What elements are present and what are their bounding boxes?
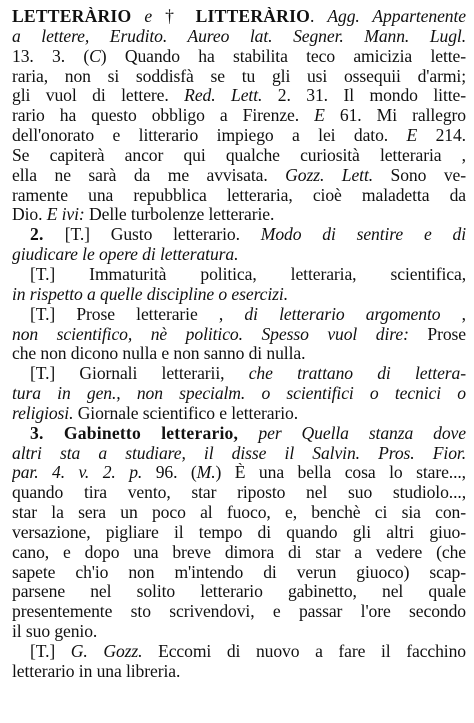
text-line [12,384,466,404]
italic-text: in rispetto a quelle discipline o esercizi. [12,284,289,304]
text-line [12,582,466,602]
text-run: star la sera un poco al fuoco, e, benchè ci sia con- [12,503,466,523]
text-run: gli vuol di lettere. [12,86,185,106]
text-line [12,285,466,305]
italic-text: E ivi: [46,205,85,225]
italic-text: par. 4. v. 2. p. [12,463,143,483]
text-run: parsene nel solito letterario gabinetto, nel quale [12,582,466,602]
text-line [12,7,466,27]
text-line [12,364,466,384]
text-line [12,642,466,662]
text-run: rario ha questo obbligo a Firenze. [12,106,315,126]
italic-text: Modo di sentire e di [260,225,466,245]
text-line [12,106,466,126]
text-line [12,424,466,444]
italic-text: per Quella stanza dove [258,423,466,443]
text-line [12,27,466,47]
text-line [12,622,466,642]
text-line [12,523,466,543]
bold-text: LETTERÀRIO [12,7,132,26]
text-line [12,305,466,325]
text-run: cano, e dopo una breve dimora di star a vedere (che [12,542,466,562]
text-run: ramente una repubblica letteraria, cioè maladetta da [12,185,466,205]
text-line [12,146,466,166]
text-run: ella ne sarà da me avvisata. [12,165,286,185]
italic-text: G. Gozz. [70,642,143,661]
text-run: ) È una bella cosa lo stare..., [215,463,466,483]
text-line [12,67,466,87]
text-line [12,404,466,424]
text-run: 13. 3. ( [12,46,90,66]
text-run: , [440,304,466,324]
text-run: . [310,7,328,26]
text-line [12,602,466,622]
italic-text: Gozz. Lett. [285,165,374,185]
text-run: † [165,7,196,26]
italic-text: religiosi. [12,403,74,423]
text-line [12,662,466,682]
text-line [12,265,466,285]
text-line [12,205,466,225]
text-run: [T.] Giornali letterarii, [30,364,249,384]
italic-text: Agg. Appartenente [327,7,466,26]
italic-text: e [131,7,166,26]
text-run: quando tira vento, star riposto nel suo studiolo..., [12,483,466,503]
text-run: Eccomi di nuovo a fare il facchino [142,642,466,661]
bold-text: 3. Gabinetto letterario, [30,423,259,443]
italic-text: di letterario argomento [244,304,441,324]
text-run: Sono ve- [373,165,466,185]
text-line [12,225,466,245]
text-line [12,444,466,464]
italic-text: che trattano di lettera- [248,364,466,384]
italic-text: tura in gen., non specialm. o scientifici o tecnici o [12,384,466,404]
text-run: ) Quando ha stabilita teco amicizia lette- [100,46,466,66]
text-line [12,325,466,345]
text-run: Giornale scientifico e letterario. [73,403,299,423]
text-run: letterario in una libreria. [12,661,181,681]
text-run: Dio. [12,205,47,225]
italic-text: giudicare le opere di letteratura. [12,245,239,265]
text-run: versazione, pigliare il tempo di quando gli altri giuo- [12,522,466,542]
text-run: presentemente sto scrivendovi, e passar l'ore secondo [12,602,466,622]
text-line [12,245,466,265]
text-run: sapete ch'io non m'intendo di verun giuoco) scap- [12,562,466,582]
text-run: [T.] Prose letterarie , [30,304,245,324]
text-line [12,463,466,483]
italic-text: C [89,46,101,66]
text-run: raria, non si soddisfà se tu gli usi ossequii d'armi; [12,66,466,86]
bold-text: LITTERÀRIO [195,7,311,26]
text-line [12,86,466,106]
italic-text: non scientifico, nè politico. Spesso vuol dire: [12,324,409,344]
text-line [12,563,466,583]
text-run: Se capiterà ancor qui qualche curiosità letteraria , [12,145,466,165]
text-run: [T.] [30,642,71,661]
text-run: Prose [408,324,466,344]
italic-text: M. [196,463,216,483]
text-run: [T.] Gusto letterario. [64,225,261,245]
italic-text: E [314,106,325,126]
text-line [12,543,466,563]
text-line [12,503,466,523]
bold-text: 2. [30,225,65,245]
text-run: 214. [417,126,466,146]
text-run: il suo genio. [12,622,98,642]
text-run: che non dicono nulla e non sanno di nulla. [12,344,306,364]
text-line [12,166,466,186]
text-run: Delle turbolenze letterarie. [84,205,275,225]
text-run: 61. Mi rallegro [324,106,466,126]
italic-text: altri sta a studiare, il disse il Salvin. Pros. Fior. [12,443,466,463]
text-run: 2. 31. Il mondo litte- [262,86,466,106]
text-run: [T.] Immaturità politica, letteraria, scientifica, [30,264,466,284]
italic-text: E [406,126,418,146]
italic-text: Red. Lett. [184,86,263,106]
text-run: dell'onorato e litterario impiego a lei dato. [12,126,407,146]
italic-text: a lettere, Erudito. Aureo lat. Segner. Mann. Lugl. [12,26,466,46]
text-line [12,186,466,206]
text-line [12,126,466,146]
text-line [12,483,466,503]
text-line [12,47,466,67]
text-run: 96. ( [142,463,197,483]
text-line [12,344,466,364]
